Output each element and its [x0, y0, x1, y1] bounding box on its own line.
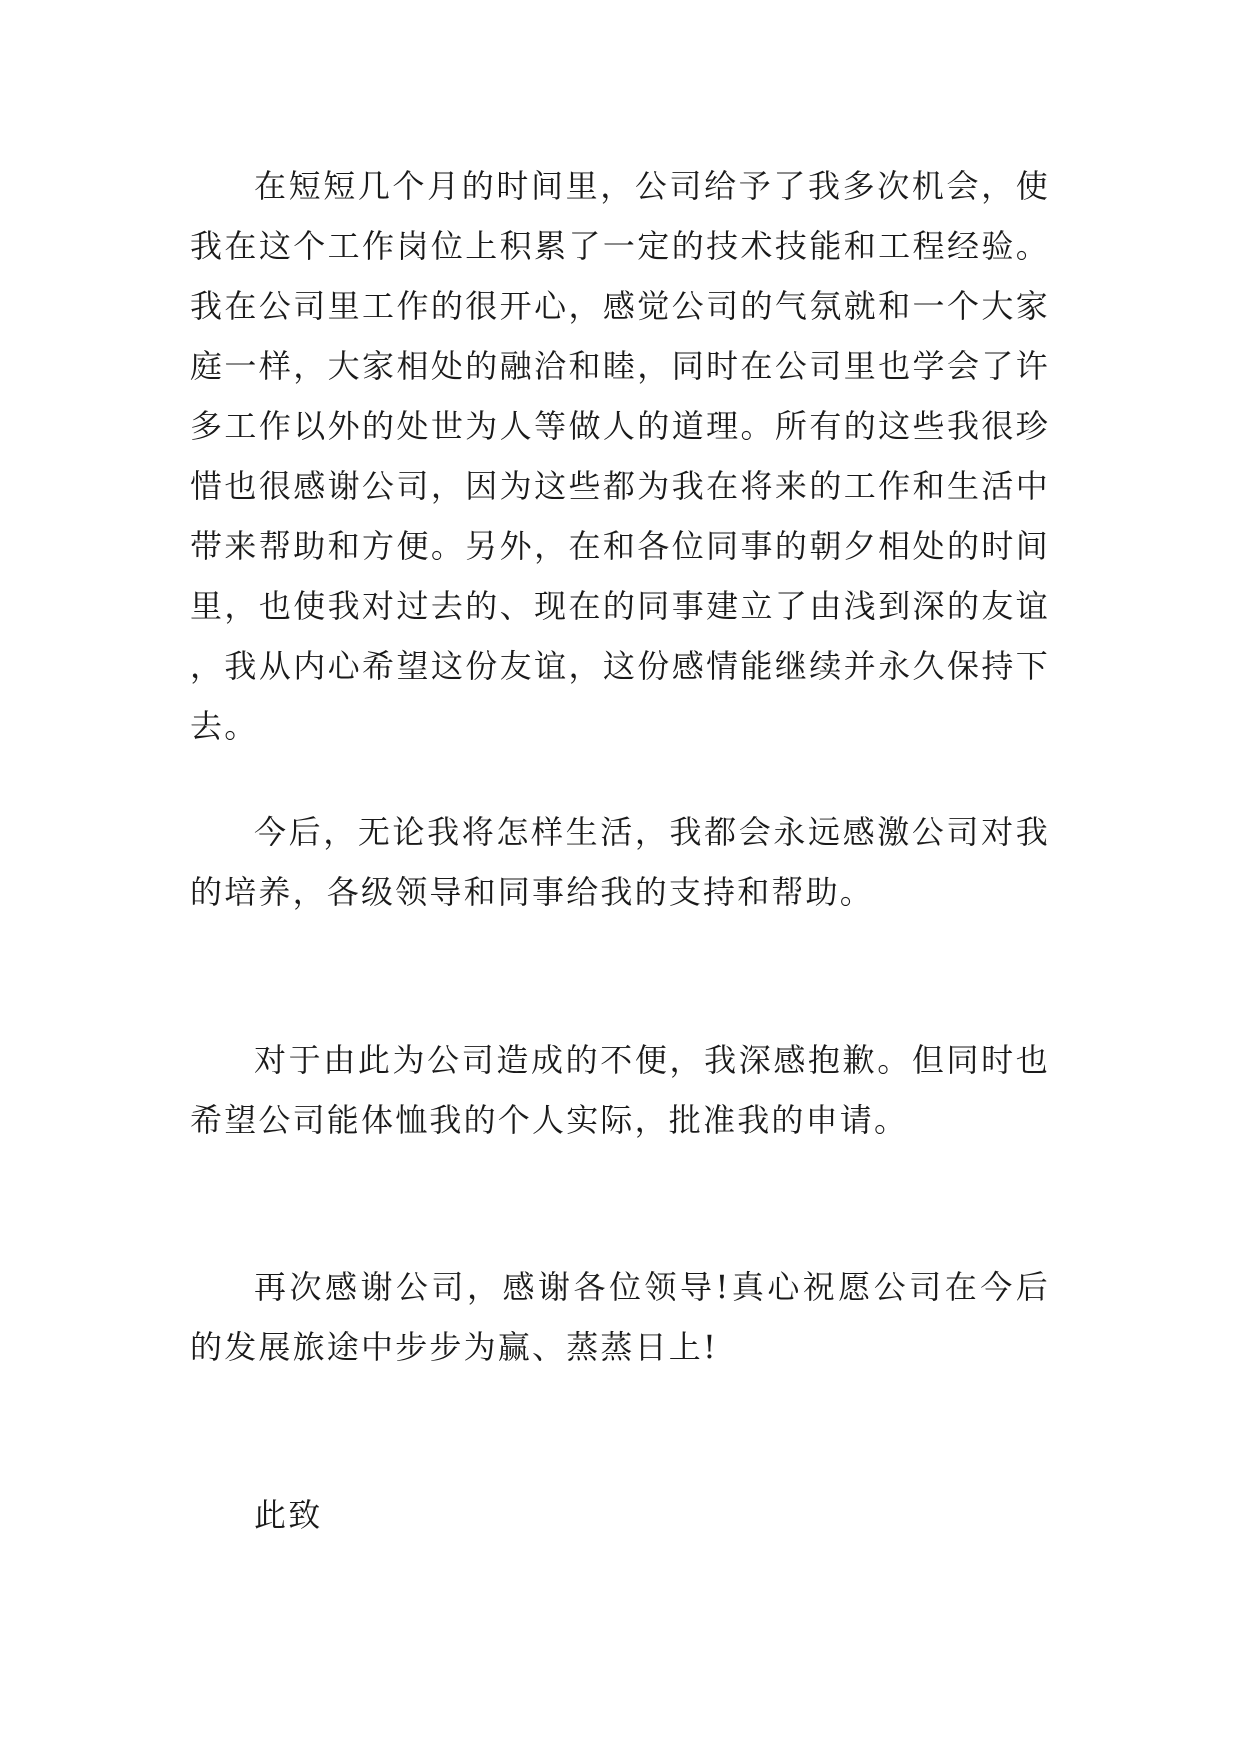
paragraph-thanks: 再次感谢公司，感谢各位领导!真心祝愿公司在今后的发展旅途中步步为赢、蒸蒸日上!: [190, 1268, 1050, 1366]
paragraph-apology: 对于由此为公司造成的不便，我深感抱歉。但同时也希望公司能体恤我的个人实际，批准我的申请。: [190, 1041, 1050, 1139]
paragraph-future: 今后，无论我将怎样生活，我都会永远感激公司对我的培养，各级领导和同事给我的支持和帮助。: [190, 813, 1050, 911]
paragraph-gratitude: 在短短几个月的时间里，公司给予了我多次机会，使我在这个工作岗位上积累了一定的技术技能和工程经验。我在公司里工作的很开心，感觉公司的气氛就和一个大家庭一样，大家相处的融洽和睦，同时在公司里也学会了许多工作以外的处世为人等做人的道理。所有的这些我很珍惜也很感谢公司，因为这些都为我在将来的工作和生活中带来帮助和方便。另外，在和各位同事的朝夕相处的时间里，也使我对过去的、现在的同事建立了由浅到深的友谊，我从内心希望这份友谊，这份感情能继续并永久保持下去。: [190, 167, 1050, 745]
paragraph-closing: 此致: [254, 1496, 323, 1534]
